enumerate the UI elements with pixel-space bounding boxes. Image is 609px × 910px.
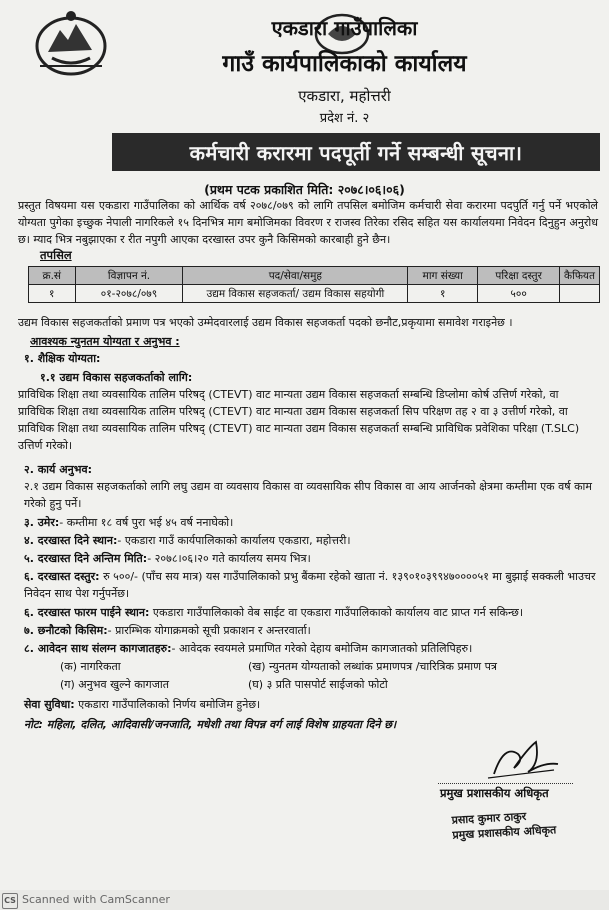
- note-value: महिला, दलित, आदिवासी/जनजाति, मधेशी तथा विपन्न वर्ग लाई विशेष ग्राहयता दिने छ।: [42, 718, 397, 731]
- cell-sn: १: [29, 285, 76, 303]
- office-address: एकडारा, महोत्तरी: [298, 87, 391, 105]
- col-demand: माग संख्या: [408, 267, 478, 285]
- publish-date: (प्रथम पटक प्रकाशित मिति: २०७८।०६।०६): [204, 182, 405, 197]
- place-value: - एकडारा गाउँ कार्यपालिकाको कार्यालय एकडारा, महोत्तरी।: [117, 534, 351, 547]
- document-item: (ख) न्युनतम योग्यताको लब्धांक प्रमाणपत्र /चारित्रिक प्रमाण पत्र: [248, 660, 497, 673]
- education-heading: १. शैक्षिक योग्यता:: [24, 352, 101, 365]
- application-deadline: [24, 550, 608, 567]
- experience-heading: २. कार्य अनुभव:: [24, 463, 92, 476]
- stamp-title: प्रमुख प्रशासकीय अधिकृत: [452, 823, 557, 842]
- selection-value: - प्रारम्भिक योगाक्रमको सूची प्रकाशन र अन्तरवार्ता।: [107, 624, 311, 637]
- selection-method: [24, 622, 608, 639]
- col-post: पद/सेवा/समुह: [183, 267, 408, 285]
- col-ad-number: विज्ञापन नं.: [75, 267, 183, 285]
- document-item: (घ) ३ प्रति पासपोर्ट साईजको फोटो: [248, 678, 388, 691]
- education-line: प्राविधिक शिक्षा तथा व्यवसायिक तालिम परिषद् (CTEVT) वाट मान्यता उद्यम विकास सहजकर्ता सम्बन्धि प्राविधिक प्रवेशिका परिक्षा (T.SLC) उत्तिर्ण गरेको।: [18, 422, 580, 452]
- education-requirements: [18, 386, 602, 454]
- municipality-name: एकडारा गाउँपालिका: [271, 16, 418, 40]
- min-qualification-heading: आवश्यक न्युनतम योग्यता र अनुभव :: [30, 335, 180, 348]
- signatory-title: प्रमुख प्रशासकीय अधिकृत: [440, 786, 549, 800]
- col-sn: क्र.सं: [29, 267, 76, 285]
- experience-text: २.१ उद्यम विकास सहजकर्ताको लागि लघु उद्यम वा व्यवसाय विकास वा व्यवसायिक सीप विकास वा आय आर्जनको क्षेत्रमा कम्तीमा एक वर्ष काम गरेको हुनु पर्ने।: [24, 480, 592, 510]
- cell-post: उद्यम विकास सहजकर्ता/ उद्यम विकास सहयोगी: [183, 285, 408, 303]
- scanner-watermark: Scanned with CamScanner: [22, 893, 170, 906]
- facility-label: सेवा सुविधा:: [24, 698, 75, 711]
- notice-title: कर्मचारी करारमा पदपूर्ती गर्ने सम्बन्धी सूचना।: [189, 140, 523, 165]
- service-facility: [24, 696, 608, 713]
- docs-value: - आवेदक स्वयमले प्रमाणित गरेको देहाय बमोजिम कागजातको प्रतिलिपिहरु।: [171, 642, 473, 655]
- docs-label: ८. आवेदन साथ संलग्न कागजातहरु:: [24, 642, 172, 655]
- officer-stamp: [451, 807, 556, 842]
- office-name: गाउँ कार्यपालिकाको कार्यालय: [222, 51, 467, 77]
- note-certificate: उद्यम विकास सहजकर्ताको प्रमाण पत्र भएको उम्मेदवारलाई उद्यम विकास सहजकर्ता पदको छनौट,प्रकृयामा समावेश गराइनेछ ।: [18, 316, 513, 329]
- document-item: (क) नागरिकता: [60, 660, 121, 673]
- selection-label: ७. छनौटको किसिम:: [24, 624, 108, 637]
- age-label: ३. उमेर:: [24, 516, 60, 529]
- deadline-value: - २०७८।०६।२० गते कार्यालय समय भित्र।: [147, 552, 311, 565]
- application-fee: [24, 568, 598, 602]
- col-fee: परिक्षा दस्तुर: [478, 267, 560, 285]
- table-header-row: [29, 267, 600, 285]
- form-location: [24, 604, 608, 621]
- schedule-label: तपसिल: [40, 248, 72, 262]
- camscanner-logo-icon: CS: [2, 893, 18, 909]
- fee-value: रु ५००/- (पाँच सय मात्र) यस गाउँपालिकाको प्रभु बैंकमा रहेको खाता नं. १३९०१०३९९४७००००५१ मा बुझाई सक्कली भाउचर निवेदन साथ पेश गर्नुपर्नेछ।: [24, 570, 596, 600]
- signature-icon: [484, 734, 564, 780]
- application-place: [24, 532, 608, 549]
- fee-label: ६. दरखास्त दस्तुर:: [24, 570, 100, 583]
- facility-value: एकडारा गाउँपालिकाको निर्णय बमोजिम हुनेछ।: [74, 698, 261, 711]
- notice-title-banner: [112, 133, 600, 171]
- cell-remarks: [560, 285, 600, 303]
- deadline-label: ५. दरखास्त दिने अन्तिम मिति:: [24, 552, 148, 565]
- document-item: (ग) अनुभव खुल्ने कागजात: [60, 678, 169, 691]
- cell-demand: १: [408, 285, 478, 303]
- education-line: प्राविधिक शिक्षा तथा व्यवसायिक तालिम परिषद् (CTEVT) वाट मान्यता उद्यम विकास सहजकर्ता सम्बन्धि डिप्लोमा कोर्ष उत्तिर्ण गरेको, वा: [18, 388, 559, 401]
- stamp-name: प्रसाद कुमार ठाकुर: [451, 809, 527, 827]
- province-number: प्रदेश नं. २: [319, 111, 370, 126]
- place-label: ४. दरखास्त दिने स्थान:: [24, 534, 118, 547]
- form-value: एकडारा गाउँपालिकाको वेब साईट वा एकडारा गाउँपालिकाको कार्यालय वाट प्राप्त गर्न सकिन्छ।: [152, 606, 524, 619]
- age-value: - कम्तीमा १८ वर्ष पुरा भई ४५ वर्ष ननाघेको।: [59, 516, 234, 529]
- cell-ad-number: ०१-२०७८/०७९: [75, 285, 183, 303]
- age-requirement: [24, 514, 608, 531]
- special-note: [24, 716, 608, 733]
- vacancy-table: [28, 266, 600, 303]
- table-row: [29, 285, 600, 303]
- scanner-footer: [0, 890, 609, 910]
- form-label: ६. दरखास्त फारम पाईने स्थान:: [24, 606, 150, 619]
- required-documents: [24, 640, 608, 657]
- cell-fee: ५००: [478, 285, 560, 303]
- education-subheading: १.१ उद्यम विकास सहजकर्ताको लागि:: [40, 371, 193, 384]
- education-line: प्राविधिक शिक्षा तथा व्यवसायिक तालिम परिषद् (CTEVT) वाट मान्यता उद्यम विकास सहजकर्ता सिप परिक्षण तह २ वा ३ उत्तीर्ण गरेको, वा: [18, 405, 568, 418]
- intro-paragraph: प्रस्तुत विषयमा यस एकडारा गाउँपालिका को आर्थिक वर्ष २०७८/०७९ को लागि तपसिल बमोजिम कर्मचारी सेवा करारमा पदपुर्ति गर्नु पर्ने भएकोले योग्यता पुगेका इच्छुक नेपाली नागरिकले १५ दिनभित्र माग बमोजिमका विवरण र राजस्व तिरेका रसिद सहित यस कार्यालयमा निवेदन दिनुहुन अनुरोध छ। म्याद भित्र नबुझाएका र रीत नपुगी आएका दरखास्त उपर कुनै किसिमको कारबाही हुने छैन।: [18, 199, 598, 246]
- note-label: नोट:: [24, 718, 43, 731]
- col-remarks: कैफियत: [560, 267, 600, 285]
- signature-line: [438, 783, 573, 784]
